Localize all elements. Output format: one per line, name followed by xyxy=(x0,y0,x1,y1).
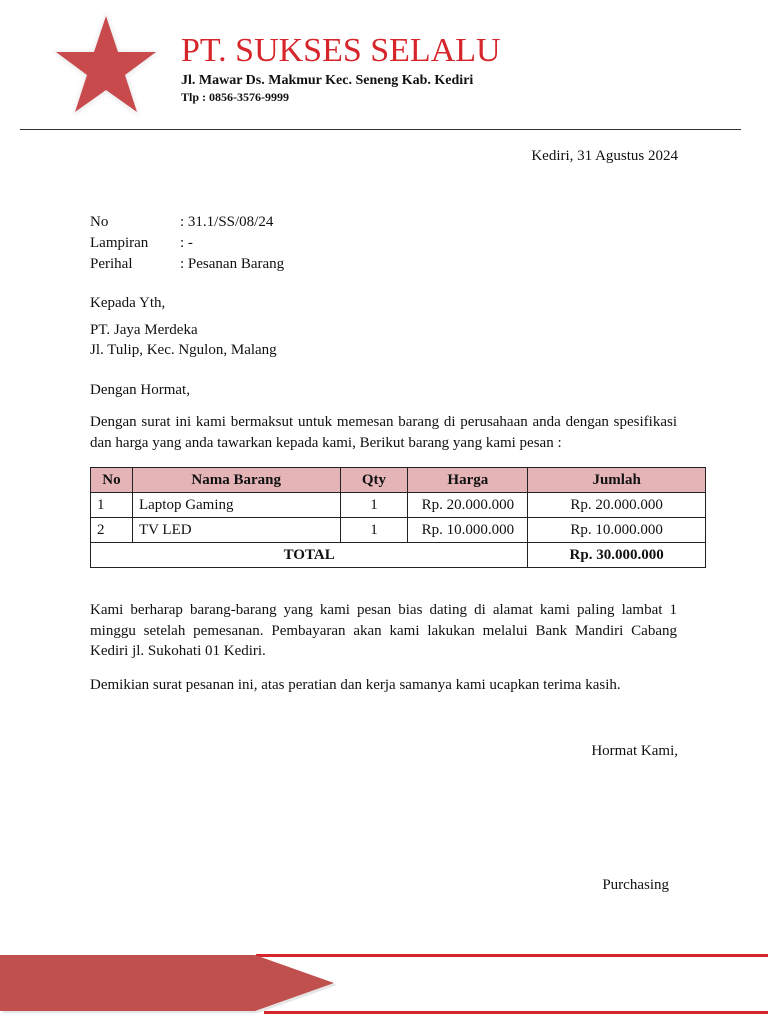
cell-amount: Rp. 20.000.000 xyxy=(528,493,706,518)
meta-label-perihal: Perihal xyxy=(90,256,133,272)
footer-decoration xyxy=(0,945,768,1024)
cell-price: Rp. 10.000.000 xyxy=(408,518,528,543)
greeting: Dengan Hormat, xyxy=(90,382,190,398)
cell-no: 1 xyxy=(91,493,133,518)
table-row xyxy=(91,493,706,518)
header-price: Harga xyxy=(408,468,528,493)
meta-value-no: : 31.1/SS/08/24 xyxy=(180,214,274,230)
header-item-name: Nama Barang xyxy=(132,468,340,493)
star-icon xyxy=(44,4,168,124)
signer-title: Purchasing xyxy=(602,877,669,893)
table-header-row xyxy=(91,468,706,493)
cell-qty: 1 xyxy=(340,493,408,518)
closing-salutation: Hormat Kami, xyxy=(591,743,678,759)
closing-paragraph: Demikian surat pesanan ini, atas peratian dan kerja samanya kami ucapkan terima kasih. xyxy=(90,677,621,693)
order-table xyxy=(90,467,706,568)
cell-qty: 1 xyxy=(340,518,408,543)
table-total-row xyxy=(91,543,706,568)
table-row xyxy=(91,518,706,543)
cell-amount: Rp. 10.000.000 xyxy=(528,518,706,543)
header-amount: Jumlah xyxy=(528,468,706,493)
header-divider xyxy=(20,129,741,130)
intro-paragraph: Dengan surat ini kami bermaksut untuk memesan barang di perusahaan anda dengan spesifikasi dan harga yang anda tawarkan kepada kami, Berikut barang yang kami pesan : xyxy=(90,414,677,451)
company-name: PT. SUKSES SELALU xyxy=(181,32,501,69)
total-label: TOTAL xyxy=(91,543,528,568)
meta-label-lampiran: Lampiran xyxy=(90,235,149,251)
cell-item-name: Laptop Gaming xyxy=(132,493,340,518)
body-paragraph: Kami berharap barang-barang yang kami pesan bias dating di alamat kami paling lambat 1 minggu setelah pemesanan. Pembayaran akan kami lakukan melalui Bank Mandiri Cabang Kediri jl. Sukohati 01 Kediri. xyxy=(90,602,677,659)
total-value: Rp. 30.000.000 xyxy=(528,543,706,568)
recipient-address: Jl. Tulip, Kec. Ngulon, Malang xyxy=(90,342,277,358)
header-qty: Qty xyxy=(340,468,408,493)
meta-value-lampiran: : - xyxy=(180,235,193,251)
company-phone: Tlp : 0856-3576-9999 xyxy=(181,90,289,104)
cell-item-name: TV LED xyxy=(132,518,340,543)
recipient-name: PT. Jaya Merdeka xyxy=(90,322,198,338)
company-address: Jl. Mawar Ds. Makmur Kec. Seneng Kab. Kediri xyxy=(181,73,474,88)
meta-value-perihal: : Pesanan Barang xyxy=(180,256,285,272)
cell-price: Rp. 20.000.000 xyxy=(408,493,528,518)
meta-label-no: No xyxy=(90,214,109,230)
letter-date: Kediri, 31 Agustus 2024 xyxy=(531,148,678,164)
header-no: No xyxy=(91,468,133,493)
recipient-salutation: Kepada Yth, xyxy=(90,295,166,311)
cell-no: 2 xyxy=(91,518,133,543)
